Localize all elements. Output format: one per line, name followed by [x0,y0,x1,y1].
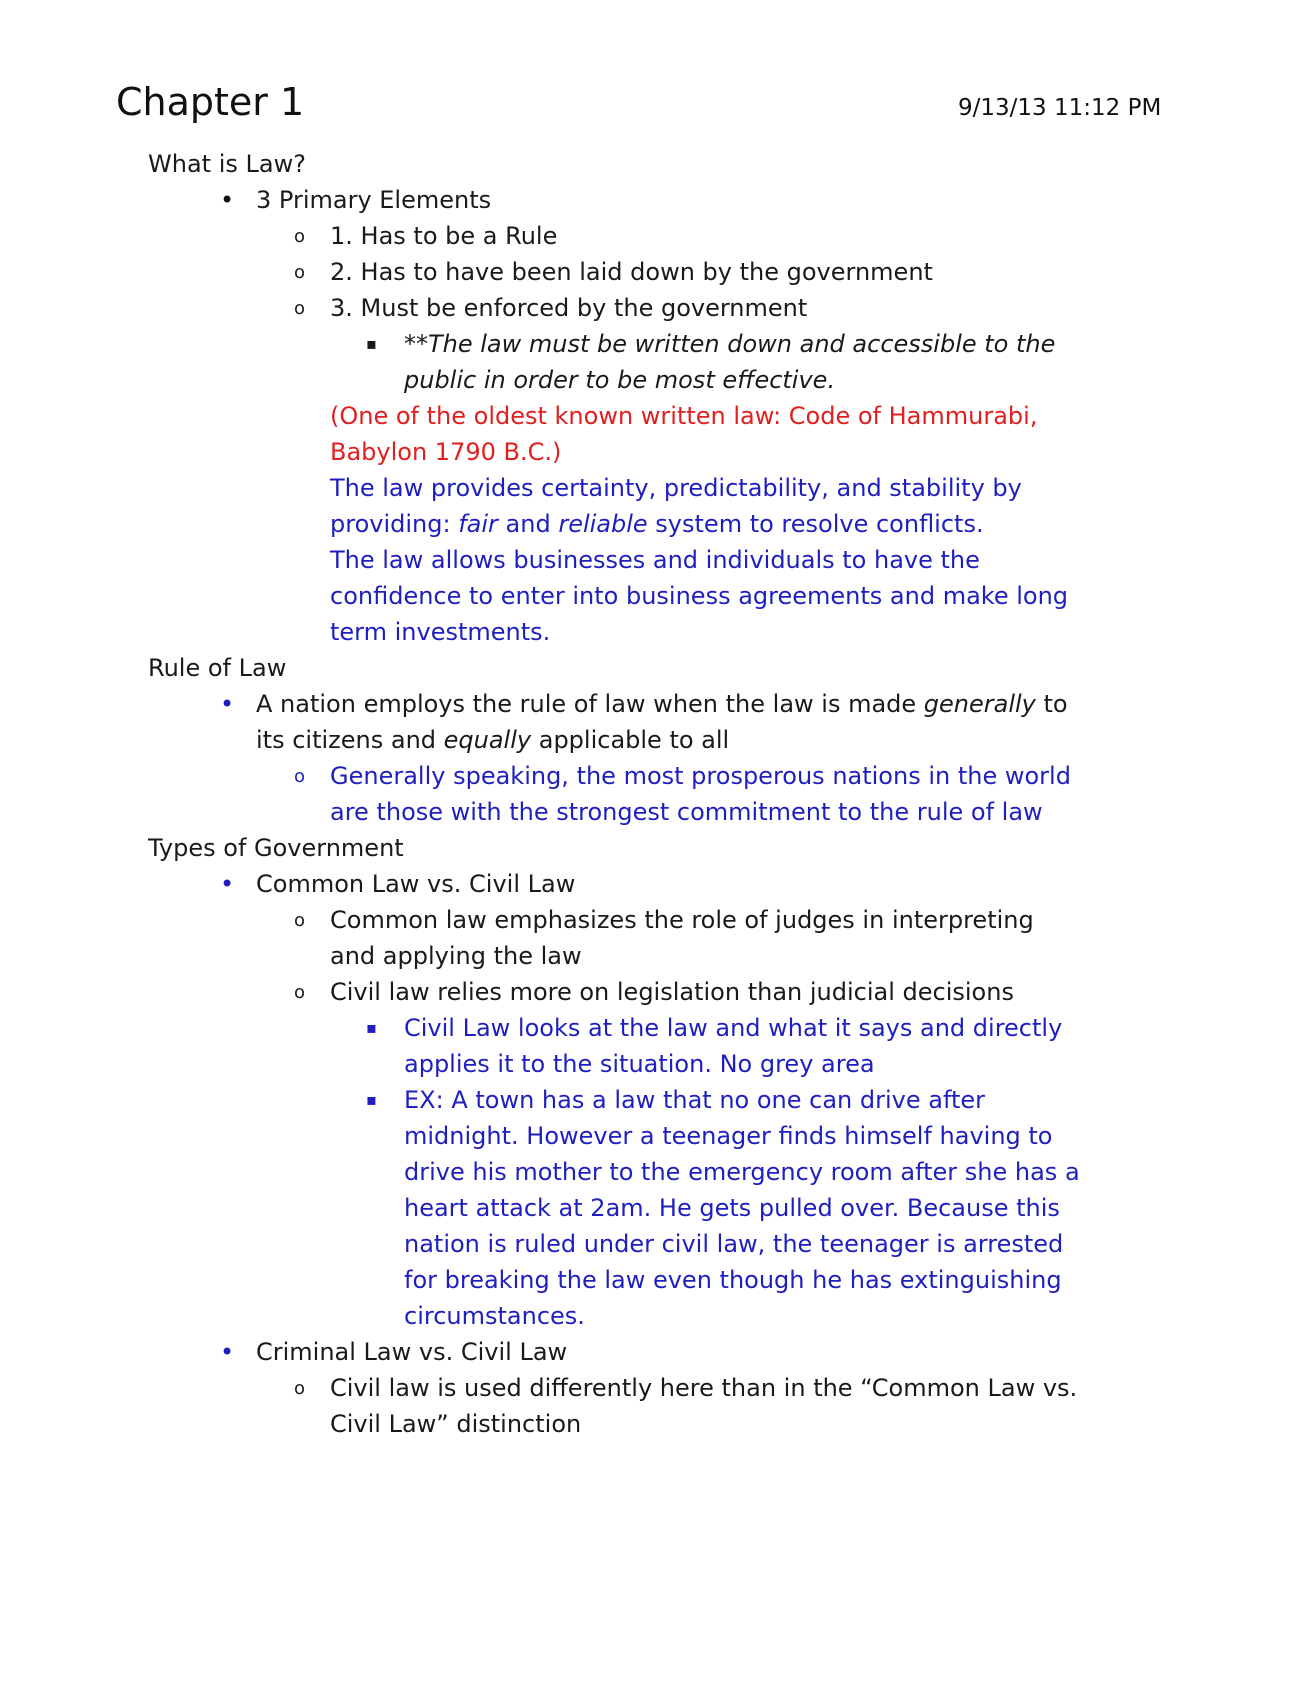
circle-bullet: o [294,226,306,247]
circle-bullet: o [294,910,306,931]
page-title: Chapter 1 [116,80,305,124]
list-item: Common Law vs. Civil Law [256,870,576,898]
disc-bullet: • [220,870,235,898]
text-run-italic: reliable [558,510,648,538]
list-item: EX: A town has a law that no one can drive after [404,1086,986,1114]
blue-note-line: The law provides certainty, predictability, and stability by [330,474,1022,502]
timestamp: 9/13/13 11:12 PM [958,95,1162,121]
section-heading-rule-of-law: Rule of Law [148,654,287,682]
list-item-continued: drive his mother to the emergency room after she has a [404,1158,1080,1186]
blue-note-line [330,505,984,543]
blue-note-line: term investments. [330,618,551,646]
text-run: system to resolve conflicts. [647,510,984,538]
section-heading-types-of-government: Types of Government [148,834,404,862]
list-item: Criminal Law vs. Civil Law [256,1338,568,1366]
disc-bullet: • [220,690,235,718]
list-item: 2. Has to have been laid down by the government [330,258,933,286]
text-run-italic: fair [458,510,498,538]
text-run: to [1035,690,1068,718]
list-item-continued: and applying the law [330,942,582,970]
section-heading-what-is-law: What is Law? [148,150,306,178]
list-item: Civil law is used differently here than in the “Common Law vs. [330,1374,1078,1402]
list-item: 3 Primary Elements [256,186,492,214]
text-run-italic: equally [443,726,532,754]
text-run: applicable to all [531,726,730,754]
circle-bullet: o [294,262,306,283]
square-bullet: ▪ [366,1018,377,1037]
text-run: its citizens and [256,726,444,754]
circle-bullet: o [294,982,306,1003]
list-item [256,685,1068,723]
blue-note-line: confidence to enter into business agreements and make long [330,582,1069,610]
list-item-continued: are those with the strongest commitment to the rule of law [330,798,1043,826]
text-run: A nation employs the rule of law when the law is made [256,690,924,718]
list-item: Common law emphasizes the role of judges in interpreting [330,906,1034,934]
note-line: public in order to be most effective. [404,366,836,394]
list-item-continued: circumstances. [404,1302,585,1330]
disc-bullet: • [220,1338,235,1366]
note-line: **The law must be written down and accessible to the [404,330,1056,358]
list-item-continued: applies it to the situation. No grey area [404,1050,875,1078]
list-item: 3. Must be enforced by the government [330,294,808,322]
list-item-continued: nation is ruled under civil law, the teenager is arrested [404,1230,1064,1258]
list-item: 1. Has to be a Rule [330,222,558,250]
text-run: and [497,510,559,538]
red-note-line: Babylon 1790 B.C.) [330,438,562,466]
text-run: providing: [330,510,459,538]
circle-bullet: o [294,766,306,787]
blue-note-line: The law allows businesses and individuals to have the [330,546,980,574]
text-run-italic: generally [923,690,1036,718]
red-note-line: (One of the oldest known written law: Code of Hammurabi, [330,402,1038,430]
list-item: Generally speaking, the most prosperous nations in the world [330,762,1071,790]
list-item-continued: for breaking the law even though he has extinguishing [404,1266,1062,1294]
square-bullet: ▪ [366,334,377,353]
list-item-continued [256,721,729,759]
disc-bullet: • [220,186,235,214]
list-item: Civil Law looks at the law and what it says and directly [404,1014,1063,1042]
list-item: Civil law relies more on legislation than judicial decisions [330,978,1014,1006]
circle-bullet: o [294,1378,306,1399]
list-item-continued: Civil Law” distinction [330,1410,582,1438]
list-item-continued: heart attack at 2am. He gets pulled over. Because this [404,1194,1060,1222]
square-bullet: ▪ [366,1090,377,1109]
circle-bullet: o [294,298,306,319]
list-item-continued: midnight. However a teenager finds himself having to [404,1122,1053,1150]
